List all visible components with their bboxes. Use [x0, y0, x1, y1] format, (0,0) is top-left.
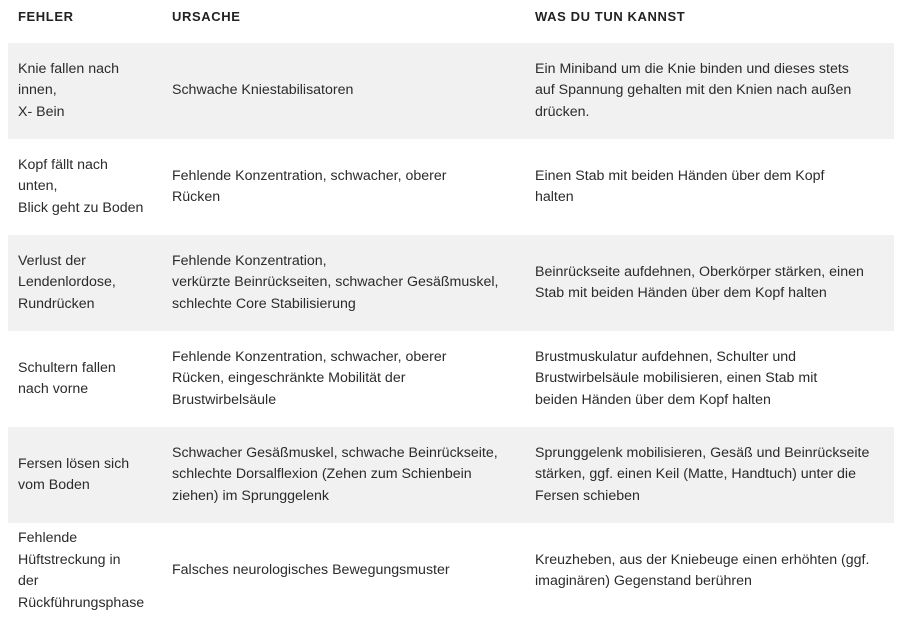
- cell-massnahme: Brustmuskulatur aufdehnen, Schulter und Brustwirbelsäule mobilisieren, einen Stab mit beiden Händen über dem Kopf halten: [535, 348, 818, 408]
- cell-ursache: Fehlende Konzentration, schwacher, oberer Rücken, eingeschränkte Mobilität der Brustwirbelsäule: [172, 348, 447, 408]
- cell-fehler: Kopf fällt nach unten, Blick geht zu Boden: [18, 156, 144, 216]
- header-was-du-tun-kannst: WAS DU TUN KANNST: [535, 9, 686, 24]
- header-ursache: URSACHE: [172, 9, 241, 24]
- cell-ursache: Schwache Kniestabilisatoren: [172, 82, 354, 99]
- cell-fehler: Knie fallen nach innen, X- Bein: [18, 60, 119, 120]
- table-header: [0, 0, 900, 42]
- cell-ursache: Schwacher Gesäßmuskel, schwache Beinrückseite, schlechte Dorsalflexion (Zehen zum Schienbein ziehen) im Sprunggelenk: [172, 444, 498, 504]
- cell-massnahme: Beinrückseite aufdehnen, Oberkörper stärken, einen Stab mit beiden Händen über dem Kopf halten: [535, 263, 864, 301]
- cell-ursache: Fehlende Konzentration, schwacher, oberer Rücken: [172, 167, 447, 205]
- table-row: [8, 331, 894, 427]
- cell-fehler: Fersen lösen sich vom Boden: [18, 455, 130, 493]
- cell-fehler: Fehlende Hüftstreckung in der Rückführungsphase: [18, 530, 145, 611]
- table-row: [8, 523, 894, 619]
- cell-ursache: Fehlende Konzentration, verkürzte Beinrückseiten, schwacher Gesäßmuskel, schlechte Core Stabilisierung: [172, 252, 499, 312]
- cell-fehler: Schultern fallen nach vorne: [18, 359, 116, 397]
- table-row: [8, 235, 894, 331]
- cell-massnahme: Sprunggelenk mobilisieren, Gesäß und Beinrückseite stärken, ggf. einen Keil (Matte, Handtuch) unter die Fersen schieben: [535, 444, 870, 504]
- cell-ursache: Falsches neurologisches Bewegungsmuster: [172, 562, 450, 579]
- header-fehler: FEHLER: [18, 9, 74, 24]
- cell-massnahme: Kreuzheben, aus der Kniebeuge einen erhöhten (ggf. imaginären) Gegenstand berühren: [535, 551, 870, 589]
- table-row: [8, 139, 894, 235]
- cell-fehler: Verlust der Lendenlordose, Rundrücken: [18, 252, 116, 312]
- cell-massnahme: Ein Miniband um die Knie binden und dieses stets auf Spannung gehalten mit den Knien nach außen drücken.: [535, 60, 852, 120]
- table-row: [8, 43, 894, 139]
- cell-massnahme: Einen Stab mit beiden Händen über dem Kopf halten: [535, 167, 825, 205]
- table-row: [8, 427, 894, 523]
